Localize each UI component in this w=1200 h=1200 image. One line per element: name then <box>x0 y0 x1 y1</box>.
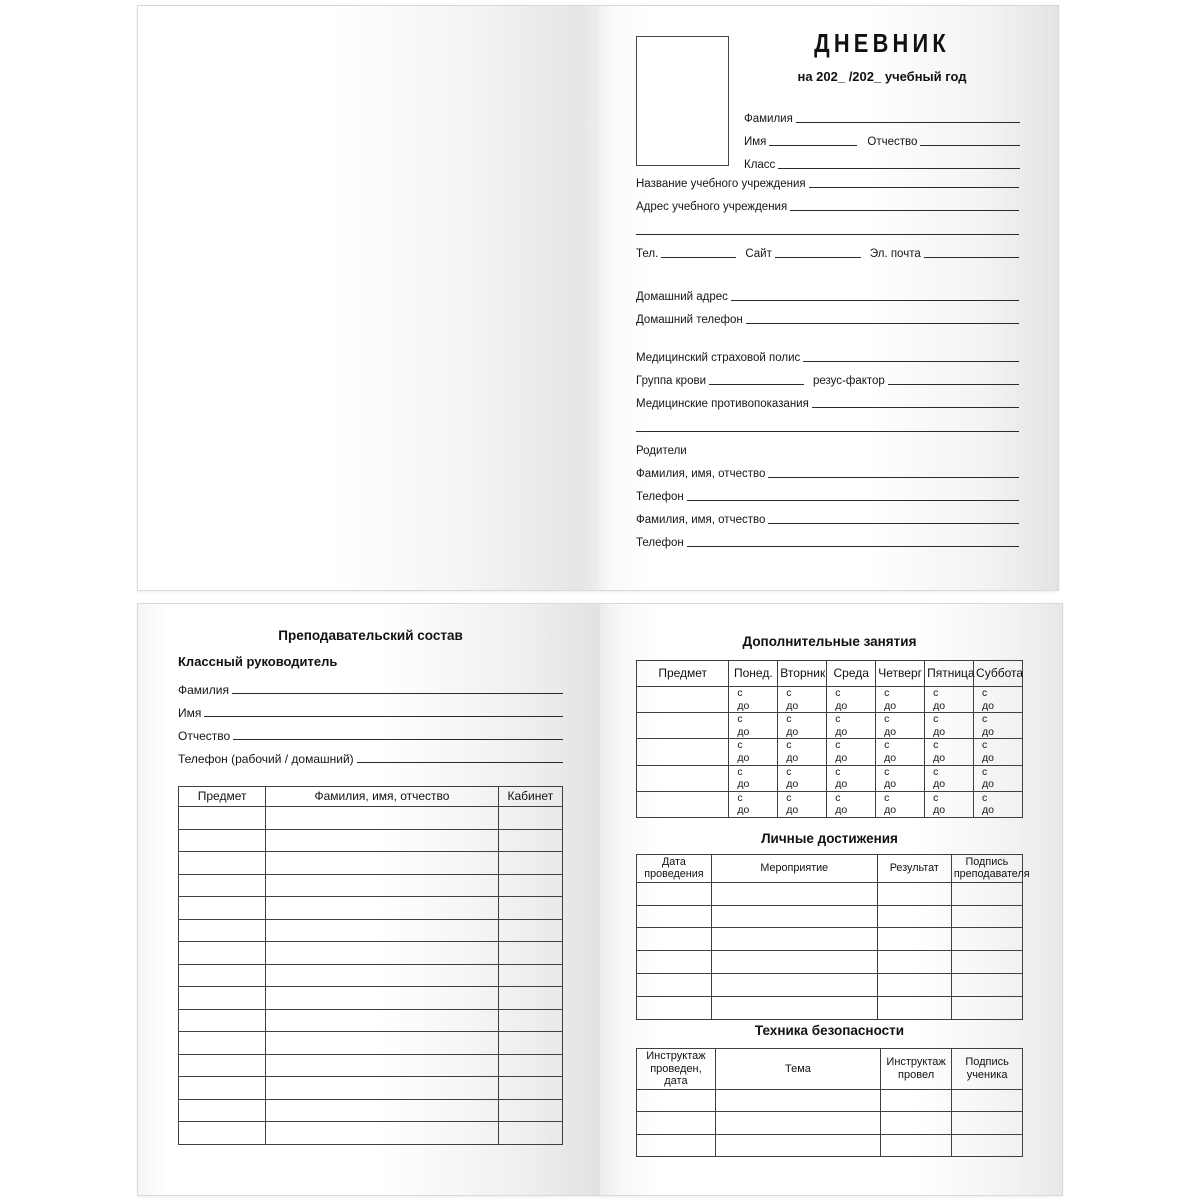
table-cell <box>881 1134 952 1156</box>
field-label: Эл. почта <box>869 248 921 261</box>
field-phone <box>178 743 563 766</box>
field-blood-group <box>636 365 1019 388</box>
field-surname <box>178 674 563 697</box>
table-cell: с до <box>876 765 925 791</box>
field-label: Телефон <box>636 491 684 504</box>
table-cell <box>179 897 266 920</box>
column-header: Мероприятие <box>711 855 877 883</box>
field-line <box>888 384 1019 385</box>
field-med-contraindications <box>636 388 1019 411</box>
table-row <box>179 1054 563 1077</box>
table-cell <box>179 1009 266 1032</box>
table-row <box>179 852 563 875</box>
table-cell: с до <box>925 713 974 739</box>
field-line <box>768 477 1019 478</box>
table-cell <box>952 1134 1023 1156</box>
column-header: Четверг <box>876 661 925 687</box>
teachers-page <box>138 604 600 1195</box>
table-cell <box>715 1089 880 1111</box>
table-cell <box>179 1032 266 1055</box>
table-cell <box>179 964 266 987</box>
table-row <box>637 996 1023 1019</box>
field-label: Домашний адрес <box>636 291 728 304</box>
table-cell <box>498 1009 562 1032</box>
table-cell <box>498 829 562 852</box>
table-cell <box>498 964 562 987</box>
table-cell <box>179 1122 266 1145</box>
field-parent1-phone <box>636 481 1019 504</box>
table-cell <box>266 942 498 965</box>
parents-heading <box>636 435 1019 458</box>
field-label: Группа крови <box>636 375 706 388</box>
field-label: Фамилия <box>178 682 229 697</box>
field-line <box>924 257 1019 258</box>
field-school-name <box>636 168 1019 191</box>
table-row <box>637 739 1023 765</box>
field-line <box>796 122 1020 123</box>
table-cell: с до <box>778 739 827 765</box>
table <box>178 786 563 1145</box>
student-info-fields <box>636 168 1019 550</box>
field-label: Отчество <box>867 136 918 149</box>
table-row <box>637 928 1023 951</box>
table-row <box>637 791 1023 817</box>
table-cell <box>498 942 562 965</box>
field-label: Тел. <box>636 248 659 261</box>
table-cell <box>266 1099 498 1122</box>
field-parent2-phone <box>636 527 1019 550</box>
field-line <box>920 145 1020 146</box>
table-cell <box>498 807 562 830</box>
table-cell <box>711 928 877 951</box>
table-cell: с до <box>974 713 1023 739</box>
table-row <box>179 1032 563 1055</box>
table-cell <box>637 882 712 905</box>
column-header: Подпись преподавателя <box>951 855 1022 883</box>
field-label: Домашний телефон <box>636 314 743 327</box>
field-line <box>768 523 1019 524</box>
table-cell <box>179 919 266 942</box>
table-cell: с до <box>778 791 827 817</box>
field-label: Сайт <box>745 248 772 261</box>
table-cell <box>266 829 498 852</box>
table-cell <box>266 874 498 897</box>
table-cell: с до <box>729 791 778 817</box>
table-cell <box>951 882 1022 905</box>
section-label: Родители <box>636 445 687 458</box>
field-surname <box>744 103 1020 126</box>
column-header: Предмет <box>179 787 266 807</box>
table-cell <box>877 928 951 951</box>
table-cell <box>266 919 498 942</box>
table-cell <box>952 1112 1023 1134</box>
table-row <box>637 974 1023 997</box>
table <box>636 1048 1023 1157</box>
table-cell: с до <box>729 739 778 765</box>
field-home-phone <box>636 304 1019 327</box>
field-line <box>636 234 1019 235</box>
table-row <box>637 765 1023 791</box>
field-label: Фамилия, имя, отчество <box>636 514 766 527</box>
table-row <box>179 942 563 965</box>
field-school-address <box>636 191 1019 214</box>
table-row <box>179 1077 563 1100</box>
header-row <box>179 787 563 807</box>
field-label: Имя <box>178 705 202 720</box>
field-label: Фамилия <box>744 113 793 126</box>
table <box>636 660 1023 818</box>
table-row <box>179 964 563 987</box>
table-cell: с до <box>729 765 778 791</box>
table-row <box>637 1089 1023 1111</box>
column-header: Фамилия, имя, отчество <box>266 787 498 807</box>
table-row <box>179 919 563 942</box>
class-teacher-fields <box>178 674 563 766</box>
field-line <box>790 210 1019 211</box>
table-row <box>179 1122 563 1145</box>
field-med-policy <box>636 342 1019 365</box>
field-line <box>809 187 1019 188</box>
column-header: Суббота <box>974 661 1023 687</box>
table-cell <box>637 687 729 713</box>
table-cell <box>877 996 951 1019</box>
field-contacts <box>636 238 1019 261</box>
field-label: Медицинские противопоказания <box>636 398 809 411</box>
table-cell <box>951 905 1022 928</box>
table-row <box>179 1009 563 1032</box>
table-cell: с до <box>974 765 1023 791</box>
table-cell <box>637 928 712 951</box>
field-continuation-line <box>636 423 1019 435</box>
safety-table <box>636 1048 1023 1157</box>
field-line <box>687 500 1019 501</box>
table-cell <box>266 852 498 875</box>
field-parent2-name <box>636 504 1019 527</box>
column-header: Тема <box>715 1049 880 1090</box>
table-cell <box>715 1134 880 1156</box>
section-title: Преподавательский состав <box>278 628 463 643</box>
column-header: Дата проведения <box>637 855 712 883</box>
table-cell <box>498 897 562 920</box>
title-page <box>598 6 1058 590</box>
table-cell: с до <box>827 739 876 765</box>
table-cell <box>711 905 877 928</box>
column-header: Вторник <box>778 661 827 687</box>
achievements-table <box>636 854 1030 1020</box>
column-header: Инструктаж провел <box>881 1049 952 1090</box>
table-row <box>637 1134 1023 1156</box>
field-line <box>661 257 736 258</box>
section-title: Техника безопасности <box>754 1023 905 1038</box>
title-page-header <box>744 28 1020 172</box>
field-line <box>709 384 804 385</box>
field-continuation-line <box>636 226 1019 238</box>
table-cell: с до <box>974 739 1023 765</box>
extra-classes-table <box>636 660 1023 818</box>
table-cell <box>266 1032 498 1055</box>
table-cell <box>498 1032 562 1055</box>
column-header: Понед. <box>729 661 778 687</box>
table-cell <box>179 807 266 830</box>
table-cell <box>498 987 562 1010</box>
table-cell <box>179 829 266 852</box>
table-cell <box>637 765 729 791</box>
table-cell <box>637 1112 716 1134</box>
table-cell <box>266 1009 498 1032</box>
table-cell <box>877 951 951 974</box>
table-cell <box>637 713 729 739</box>
table-row <box>179 807 563 830</box>
table-cell <box>877 882 951 905</box>
blank-left-page <box>138 6 598 590</box>
table-row <box>179 897 563 920</box>
field-line <box>232 693 563 694</box>
table-cell: с до <box>729 713 778 739</box>
table-cell: с до <box>876 739 925 765</box>
table-cell <box>711 951 877 974</box>
section-title: Личные достижения <box>761 831 898 846</box>
field-line <box>233 739 563 740</box>
table-row <box>637 1112 1023 1134</box>
table-row <box>637 905 1023 928</box>
table-cell: с до <box>827 765 876 791</box>
table-row <box>637 713 1023 739</box>
table-row <box>637 687 1023 713</box>
field-firstname-patronymic <box>744 126 1020 149</box>
table-cell: с до <box>778 765 827 791</box>
table-cell: с до <box>925 791 974 817</box>
column-header: Подпись ученика <box>952 1049 1023 1090</box>
field-firstname <box>178 697 563 720</box>
header-row <box>637 1049 1023 1090</box>
school-year-subtitle: на 202_ /202_ учебный год <box>797 69 967 84</box>
table <box>636 854 1030 1020</box>
field-line <box>636 431 1019 432</box>
table-cell: с до <box>925 687 974 713</box>
field-home-address <box>636 281 1019 304</box>
table-cell: с до <box>827 687 876 713</box>
table-cell <box>179 942 266 965</box>
column-header: Среда <box>827 661 876 687</box>
table-cell <box>498 919 562 942</box>
header-row <box>637 855 1023 883</box>
table-cell <box>498 874 562 897</box>
table-cell <box>877 905 951 928</box>
teachers-table <box>178 786 563 1145</box>
table-cell <box>179 874 266 897</box>
column-header: Пятница <box>925 661 974 687</box>
column-header: Результат <box>877 855 951 883</box>
spread-bottom <box>137 603 1063 1196</box>
table-cell <box>266 987 498 1010</box>
table-cell <box>498 1054 562 1077</box>
table-cell: с до <box>974 687 1023 713</box>
field-line <box>357 762 563 763</box>
field-label: Имя <box>744 136 767 149</box>
table-cell <box>637 974 712 997</box>
field-line <box>687 546 1019 547</box>
table-cell <box>179 1099 266 1122</box>
field-line <box>803 361 1019 362</box>
table-cell <box>881 1089 952 1111</box>
field-line <box>731 300 1019 301</box>
photo-box <box>636 36 729 166</box>
field-label: резус-фактор <box>813 375 885 388</box>
table-cell: с до <box>876 713 925 739</box>
field-label: Название учебного учреждения <box>636 178 806 191</box>
table-cell: с до <box>974 791 1023 817</box>
table-cell <box>498 1122 562 1145</box>
table-cell: с до <box>925 739 974 765</box>
table-cell <box>951 996 1022 1019</box>
column-header: Предмет <box>637 661 729 687</box>
table-cell: с до <box>778 687 827 713</box>
table-cell <box>711 996 877 1019</box>
table-cell <box>498 1077 562 1100</box>
table-cell <box>637 951 712 974</box>
table-cell: с до <box>729 687 778 713</box>
header-row <box>637 661 1023 687</box>
table-row <box>179 874 563 897</box>
table-cell: с до <box>925 765 974 791</box>
class-teacher-heading: Классный руководитель <box>178 654 338 669</box>
table-cell <box>179 1077 266 1100</box>
table-cell <box>637 996 712 1019</box>
table-cell: с до <box>827 713 876 739</box>
table-cell <box>637 905 712 928</box>
table-cell <box>711 882 877 905</box>
table-row <box>637 882 1023 905</box>
field-label: Класс <box>744 159 776 172</box>
table-cell: с до <box>827 791 876 817</box>
table-cell <box>179 987 266 1010</box>
field-parent1-name <box>636 458 1019 481</box>
table-cell <box>266 897 498 920</box>
table-cell <box>498 852 562 875</box>
field-line <box>769 145 857 146</box>
field-label: Медицинский страховой полис <box>636 352 801 365</box>
section-title: Дополнительные занятия <box>742 634 917 649</box>
table-cell <box>266 1077 498 1100</box>
table-cell: с до <box>876 791 925 817</box>
table-cell <box>952 1089 1023 1111</box>
table-row <box>179 1099 563 1122</box>
table-cell: с до <box>778 713 827 739</box>
table-cell <box>266 807 498 830</box>
table-cell <box>266 1054 498 1077</box>
page-title: ДНЕВНИК <box>814 28 950 58</box>
column-header: Инструктаж проведен, дата <box>637 1049 716 1090</box>
table-row <box>179 829 563 852</box>
table-cell: с до <box>876 687 925 713</box>
field-line <box>746 323 1019 324</box>
table-cell <box>881 1112 952 1134</box>
table-cell <box>715 1112 880 1134</box>
field-line <box>812 407 1019 408</box>
field-label: Отчество <box>178 728 231 743</box>
field-label: Адрес учебного учреждения <box>636 201 788 214</box>
table-cell <box>498 1099 562 1122</box>
table-cell <box>637 1134 716 1156</box>
table-cell <box>951 928 1022 951</box>
table-cell <box>877 974 951 997</box>
field-patronymic <box>178 720 563 743</box>
student-name-fields <box>744 103 1020 172</box>
table-cell <box>266 1122 498 1145</box>
spread-top <box>137 5 1059 591</box>
table-cell <box>951 974 1022 997</box>
field-label: Телефон (рабочий / домашний) <box>178 751 354 766</box>
field-line <box>204 716 563 717</box>
table-cell <box>179 1054 266 1077</box>
table-row <box>637 951 1023 974</box>
table-cell <box>711 974 877 997</box>
field-label: Фамилия, имя, отчество <box>636 468 766 481</box>
table-cell <box>637 739 729 765</box>
field-line <box>775 257 861 258</box>
field-label: Телефон <box>636 537 684 550</box>
table-row <box>179 987 563 1010</box>
table-cell <box>179 852 266 875</box>
table-cell <box>637 791 729 817</box>
table-cell <box>637 1089 716 1111</box>
column-header: Кабинет <box>498 787 562 807</box>
table-cell <box>951 951 1022 974</box>
table-cell <box>266 964 498 987</box>
extra-activities-page <box>600 604 1062 1195</box>
